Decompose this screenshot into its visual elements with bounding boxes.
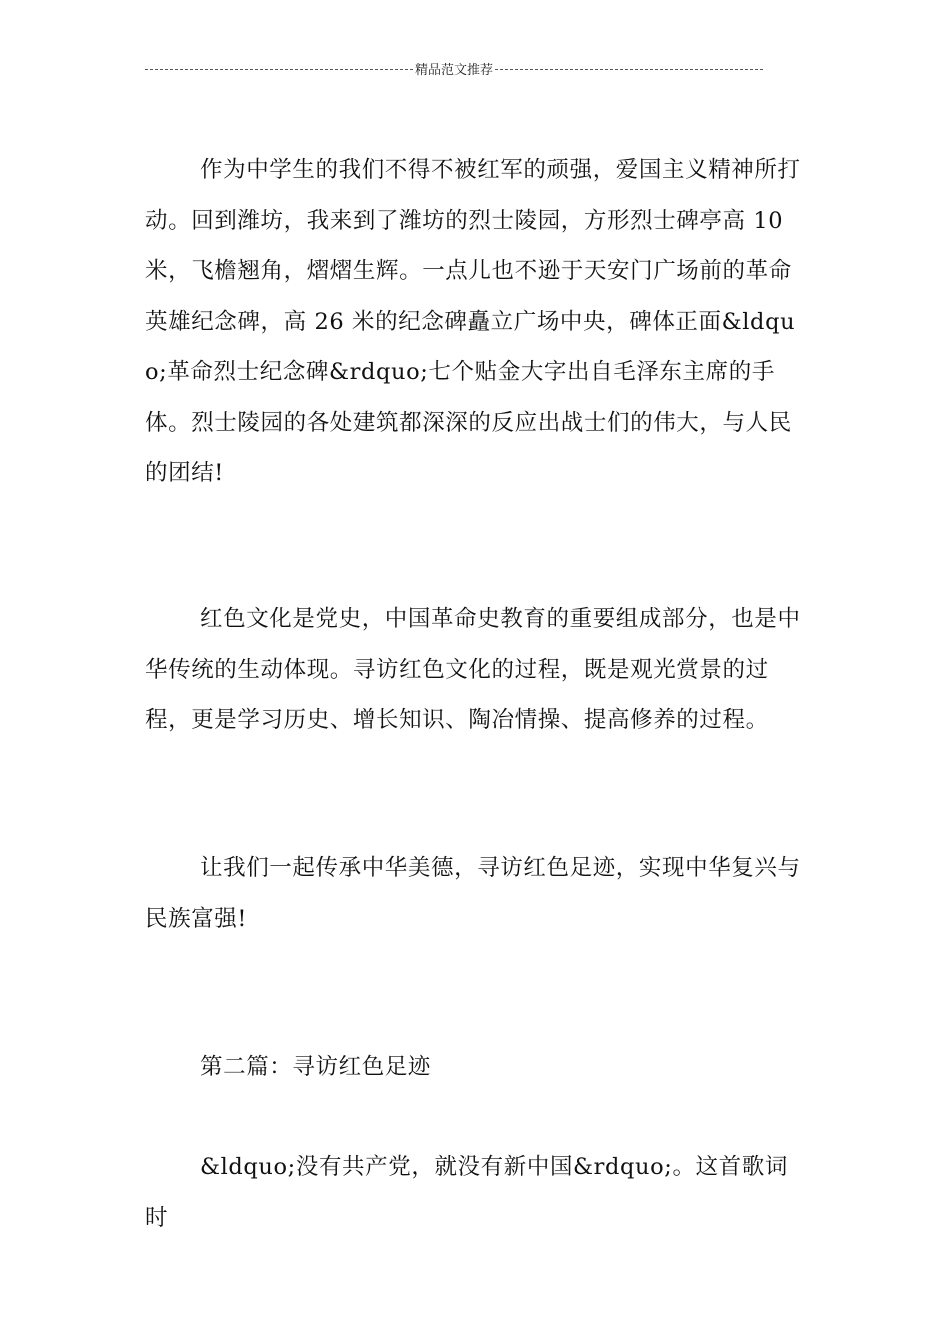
paragraph-song-lyrics: &ldquo;没有共产党，就没有新中国&rdquo;。这首歌词时 — [145, 1154, 788, 1231]
paragraph-conclusion: 让我们一起传承中华美德，寻访红色足迹，实现中华复兴与民族富强! — [145, 855, 801, 932]
page-header — [145, 58, 763, 78]
header-label: 精品范文推荐 — [415, 62, 494, 78]
section-heading: 第二篇：寻访红色足迹 — [200, 1054, 432, 1080]
header-dashed-rule-left — [145, 69, 413, 70]
header-dashed-rule-right — [495, 69, 763, 70]
paragraph-red-culture: 红色文化是党史，中国革命史教育的重要组成部分，也是中华传统的生动体现。寻访红色文化的过程，既是观光赏景的过程，更是学习历史、增长知识、陶冶情操、提高修养的过程。 — [145, 606, 801, 733]
paragraph-martyrs-cemetery: 作为中学生的我们不得不被红军的顽强，爱国主义精神所打动。回到潍坊，我来到了潍坊的烈士陵园，方形烈士碑亭高 10 米，飞檐翘角，熠熠生辉。一点儿也不逊于天安门广场前的革命英雄纪念碑，高 26 米的纪念碑矗立广场中央，碑体正面&ldquo;革命烈士纪念碑&rdquo;七个贴金大字出自毛泽东主席的手体。烈士陵园的各处建筑都深深的反应出战士们的伟大，与人民的团结! — [145, 157, 801, 486]
